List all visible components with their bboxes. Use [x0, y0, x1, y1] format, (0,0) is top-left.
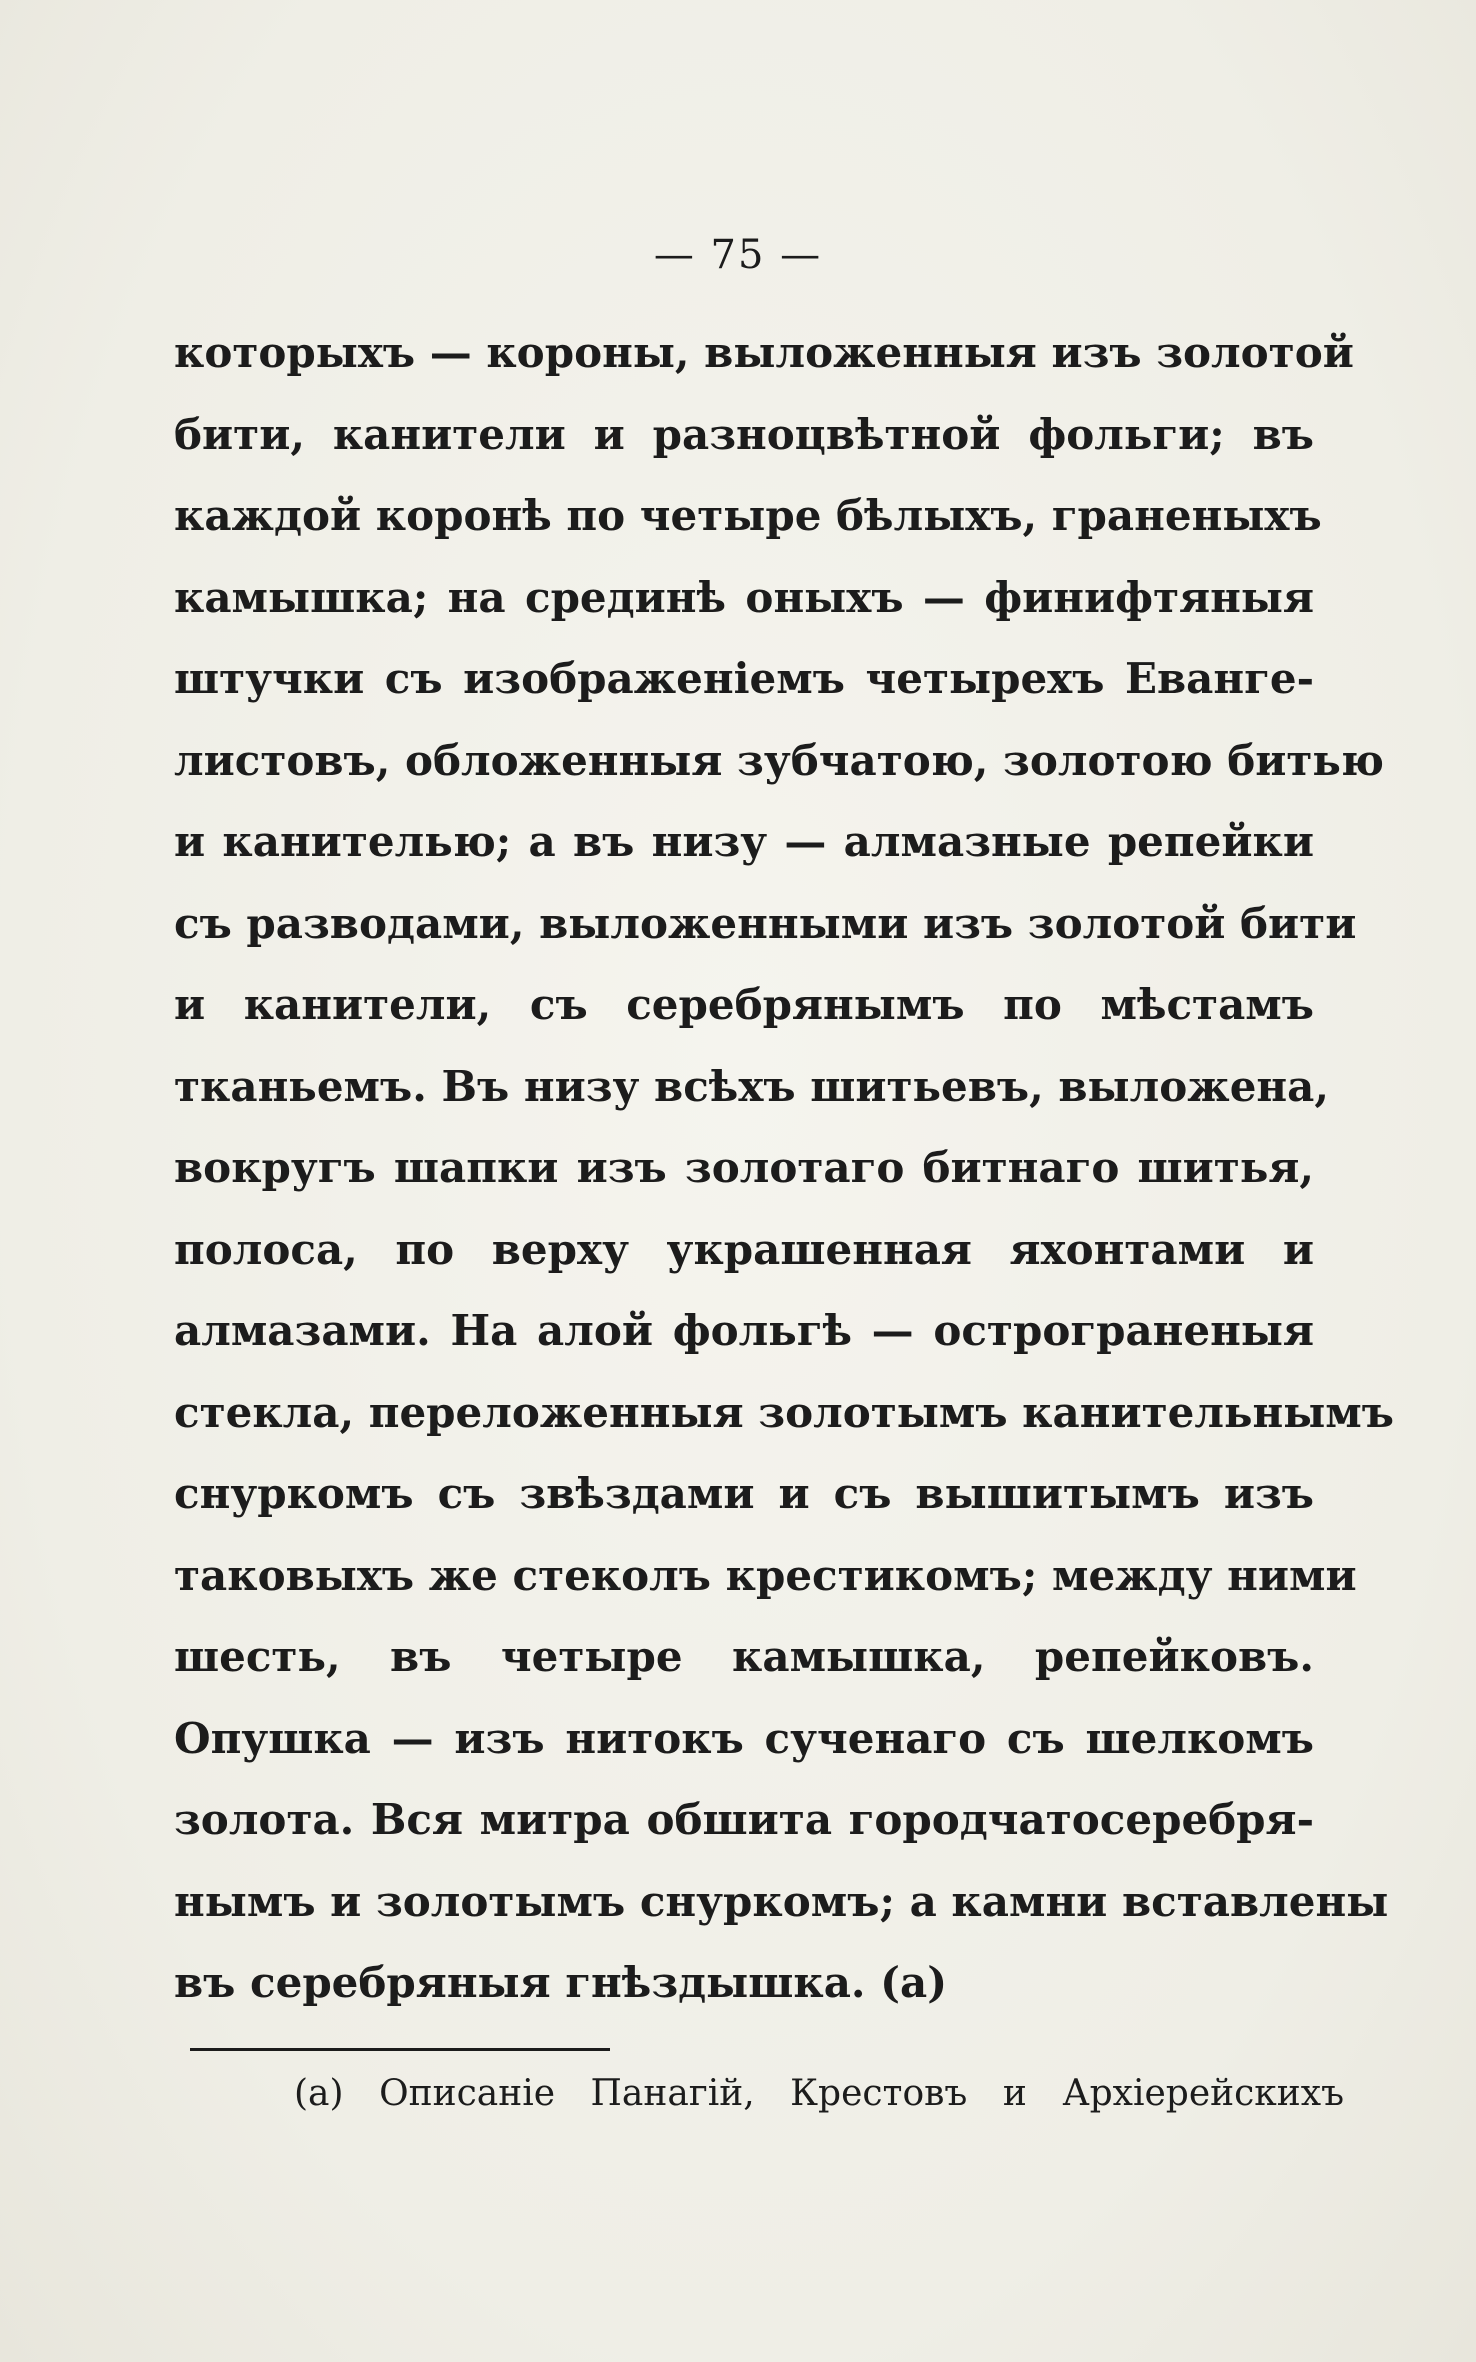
footnote: (а) Описанiе Панагiй, Крестовъ и Архiерейскихъ: [294, 2073, 1344, 2114]
text-line: стекла, переложенныя золотымъ канительнымъ: [174, 1387, 1395, 1437]
text-line: въ серебряныя гнѣздышка. (а): [174, 1958, 948, 2007]
text-line: таковыхъ же стеколъ крестикомъ; между ними: [174, 1550, 1357, 1600]
text-line: шесть, въ четыре камышка, репейковъ.: [174, 1632, 1314, 1681]
text-line: золота. Вся митра обшита городчатосеребря-: [174, 1795, 1314, 1844]
text-line: нымъ и золотымъ снуркомъ; а камни вставлены: [174, 1876, 1389, 1926]
text-line: съ разводами, выложенными изъ золотой бити: [174, 898, 1357, 948]
text-line: алмазами. На алой фольгѣ — острограненыя: [174, 1306, 1314, 1355]
text-line: полоса, по верху украшенная яхонтами и: [174, 1224, 1314, 1274]
text-line: вокругъ шапки изъ золотаго битнаго шитья,: [174, 1143, 1314, 1192]
text-line: листовъ, обложенныя зубчатою, золотою битью: [174, 735, 1384, 785]
page-number: — 75 —: [653, 232, 823, 278]
text-line: тканьемъ. Въ низу всѣхъ шитьевъ, выложена,: [174, 1061, 1329, 1111]
text-line: и канители, съ серебрянымъ по мѣстамъ: [174, 980, 1314, 1029]
text-line: снуркомъ съ звѣздами и съ вышитымъ изъ: [174, 1469, 1314, 1518]
text-line: и канителью; а въ низу — алмазные репейки: [174, 817, 1314, 866]
body-text: [174, 312, 1395, 2024]
footnote-divider: [190, 2048, 610, 2051]
text-line: которыхъ — короны, выложенныя изъ золотой: [174, 328, 1354, 377]
text-line: каждой коронѣ по четыре бѣлыхъ, граненыхъ: [174, 491, 1322, 540]
text-line: бити, канители и разноцвѣтной фольги; въ: [174, 409, 1314, 459]
text-line: штучки съ изображенiемъ четырехъ Еванге-: [174, 654, 1314, 703]
text-line: Опушка — изъ нитокъ сученаго съ шелкомъ: [174, 1713, 1314, 1763]
text-line: камышка; на срединѣ оныхъ — финифтяныя: [174, 572, 1314, 622]
